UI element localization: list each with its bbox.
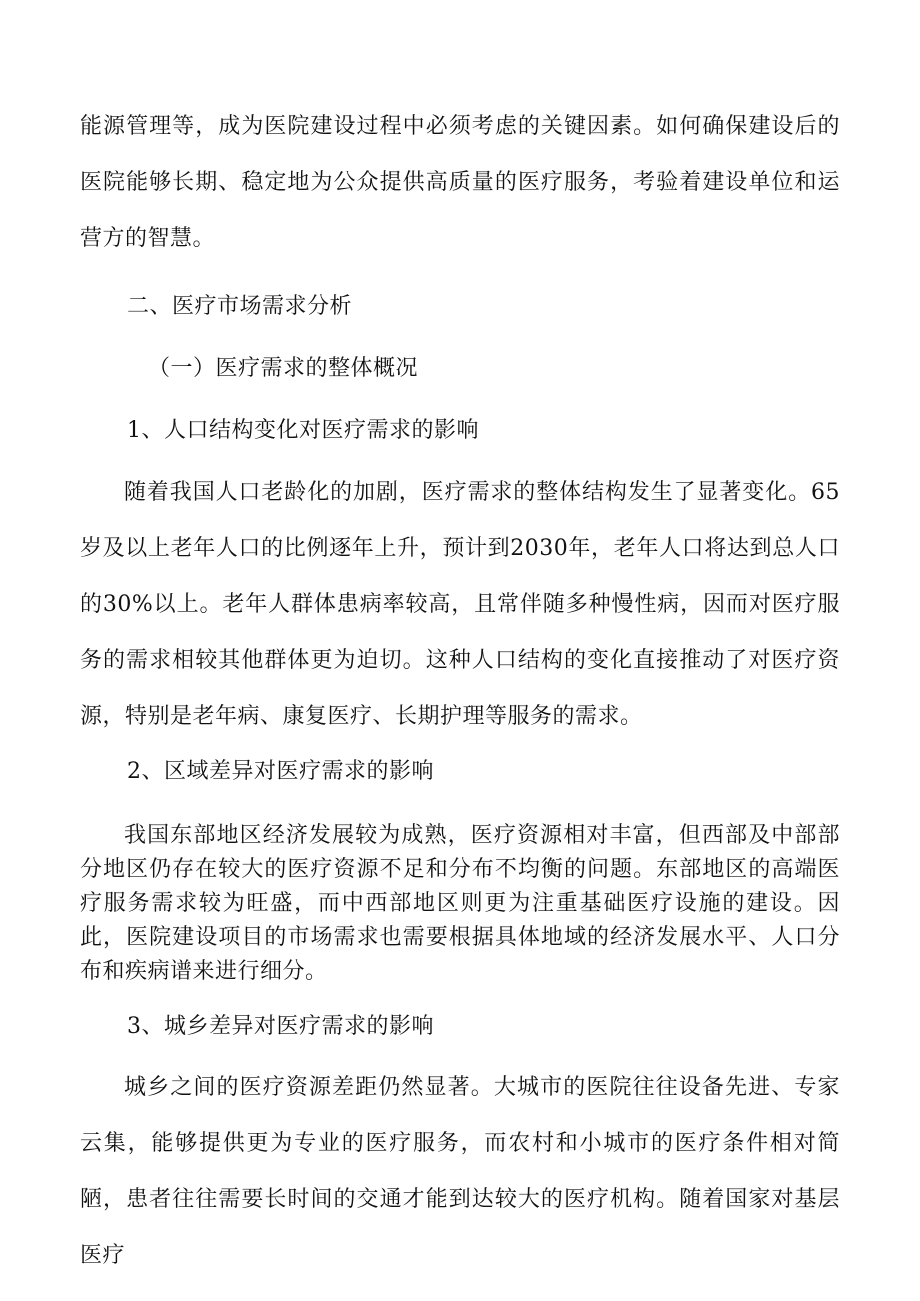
item2-heading: 2、区域差异对医疗需求的影响 — [127, 759, 434, 784]
item2-paragraph: 我国东部地区经济发展较为成熟，医疗资源相对丰富，但西部及中部部分地区仍存在较大的医疗资源不足和分布不均衡的问题。东部地区的高端医疗服务需求较为旺盛，而中西部地区则更为注重基础医疗设施的建设。因此，医院建设项目的市场需求也需要根据具体地域的经济发展水平、人口分布和疾病谱来进行细分。 — [80, 823, 840, 984]
intro-paragraph: 能源管理等，成为医院建设过程中必须考虑的关键因素。如何确保建设后的医院能够长期、稳定地为公众提供高质量的医疗服务，考验着建设单位和运营方的智慧。 — [80, 114, 840, 251]
section-heading: 二、医疗市场需求分析 — [127, 294, 353, 319]
item3-paragraph: 城乡之间的医疗资源差距仍然显著。大城市的医院往往设备先进、专家云集，能够提供更为专业的医疗服务，而农村和小城市的医疗条件相对简陋，患者往往需要长时间的交通才能到达较大的医疗机构。随着国家对基层医疗 — [80, 1075, 840, 1268]
item3-heading: 3、城乡差异对医疗需求的影响 — [127, 1014, 434, 1039]
subsection-heading: （一）医疗需求的整体概况 — [148, 356, 419, 381]
item1-heading: 1、人口结构变化对医疗需求的影响 — [127, 418, 479, 443]
item1-paragraph: 随着我国人口老龄化的加剧，医疗需求的整体结构发生了显著变化。65岁及以上老年人口的比例逐年上升，预计到2030年，老年人口将达到总人口的30%以上。老年人群体患病率较高，且常伴随多种慢性病，因而对医疗服务的需求相较其他群体更为迫切。这种人口结构的变化直接推动了对医疗资源，特别是老年病、康复医疗、长期护理等服务的需求。 — [80, 480, 840, 729]
